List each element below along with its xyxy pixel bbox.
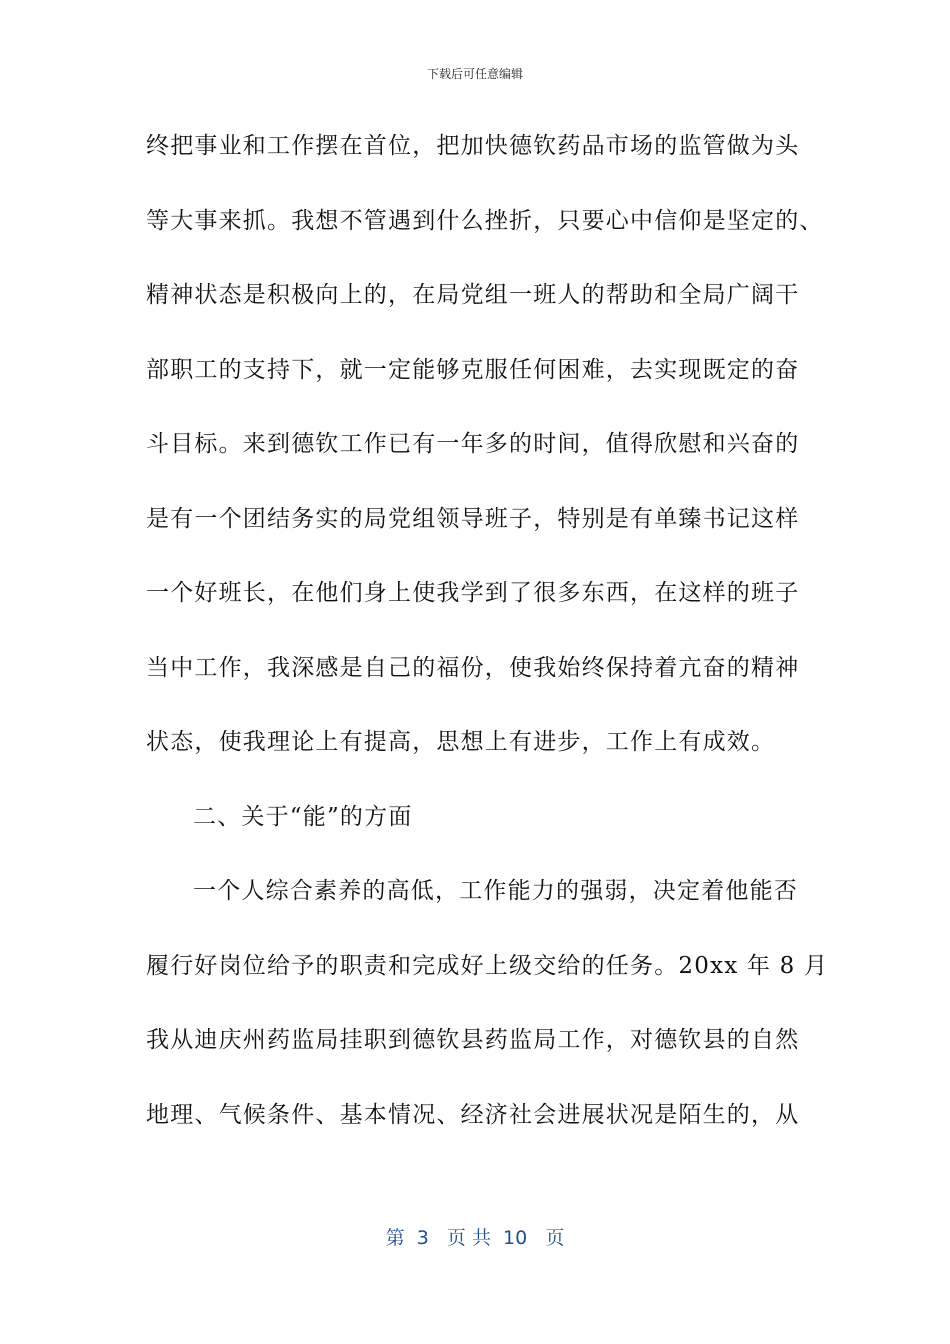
- body-line-6: 是有一个团结务实的局党组领导班子，特别是有单臻书记这样: [146, 506, 800, 532]
- page-number: 第 3 页 共 10 页: [385, 1227, 565, 1249]
- page-header-note: 下载后可任意编辑: [426, 67, 523, 81]
- body-line-3: 精神状态是积极向上的，在局党组一班人的帮助和全局广阔干: [146, 282, 800, 308]
- section-heading: 二、关于“能”的方面: [193, 804, 413, 830]
- body-line-11: 一个人综合素养的高低，工作能力的强弱，决定着他能否: [193, 878, 798, 904]
- body-line-4: 部职工的支持下，就一定能够克服任何困难，去实现既定的奋: [146, 357, 800, 383]
- body-line-9: 状态，使我理论上有提高，思想上有进步，工作上有成效。: [146, 729, 776, 755]
- body-line-2: 等大事来抓。我想不管遇到什么挫折，只要心中信仰是坚定的、: [146, 208, 824, 234]
- body-line-1: 终把事业和工作摆在首位，把加快德钦药品市场的监管做为头: [146, 133, 800, 159]
- body-line-5: 斗目标。来到德钦工作已有一年多的时间，值得欣慰和兴奋的: [146, 431, 800, 457]
- body-line-14: 地理、气候条件、基本情况、经济社会进展状况是陌生的，从: [146, 1102, 800, 1128]
- body-line-8: 当中工作，我深感是自己的福份，使我始终保持着亢奋的精神: [146, 655, 800, 681]
- body-line-13: 我从迪庆州药监局挂职到德钦县药监局工作，对德钦县的自然: [146, 1027, 800, 1053]
- body-line-12: 履行好岗位给予的职责和完成好上级交给的任务。20xx 年 8 月: [146, 953, 829, 979]
- body-line-7: 一个好班长，在他们身上使我学到了很多东西，在这样的班子: [146, 580, 800, 606]
